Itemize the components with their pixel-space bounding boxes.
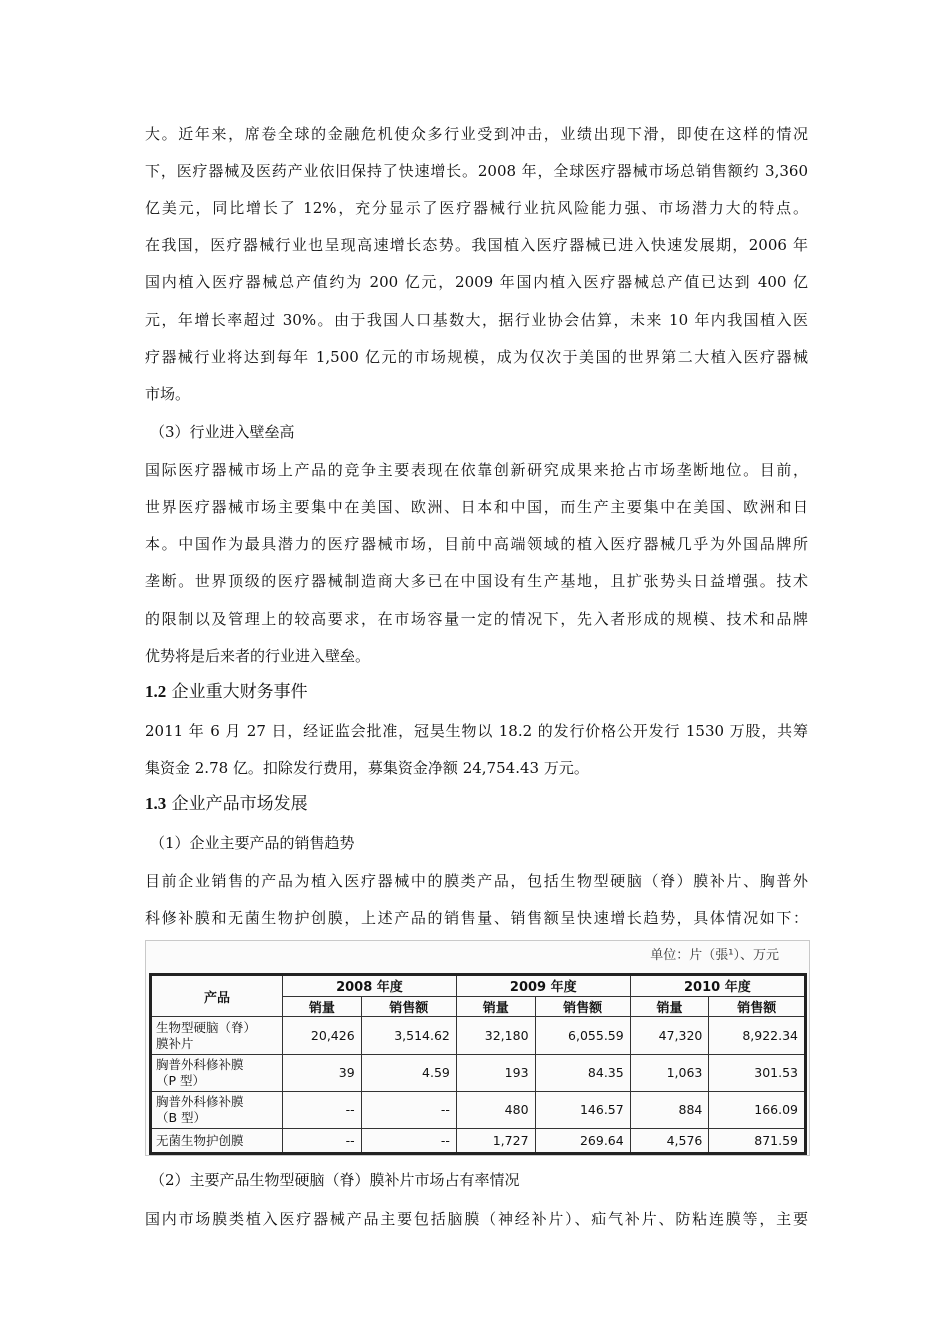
value-cell: -- <box>361 1091 456 1128</box>
table-row <box>151 1054 806 1091</box>
text-line: 的限制以及管理上的较高要求，在市场容量一定的情况下，先入者形成的规模、技术和品牌 <box>145 610 808 628</box>
value-cell: 1,727 <box>456 1129 535 1154</box>
text-line: 科修补膜和无菌生物护创膜，上述产品的销售量、销售额呈快速增长趋势，具体情况如下： <box>145 909 808 927</box>
product-name-cell: 无菌生物护创膜 <box>151 1129 283 1154</box>
value-cell: 47,320 <box>630 1017 709 1054</box>
table-row <box>151 1017 806 1054</box>
value-cell: 1,063 <box>630 1054 709 1091</box>
text-line: 目前企业销售的产品为植入医疗器械中的膜类产品，包括生物型硬脑（脊）膜补片、胸普外 <box>145 872 808 890</box>
text-line: 世界医疗器械市场主要集中在美国、欧洲、日本和中国，而生产主要集中在美国、欧洲和日 <box>145 498 808 516</box>
year-header: 2009 年度 <box>456 975 630 997</box>
year-header: 2010 年度 <box>630 975 805 997</box>
volume-header: 销量 <box>283 996 362 1017</box>
section-number: 1.2 <box>145 682 167 701</box>
value-cell: 884 <box>630 1091 709 1128</box>
text-line: 亿美元，同比增长了 12%，充分显示了医疗器械行业抗风险能力强、市场潜力大的特点。 <box>145 199 808 217</box>
section-heading-1-2 <box>145 682 308 702</box>
subheading-market-share: （2）主要产品生物型硬脑（脊）膜补片市场占有率情况 <box>150 1171 520 1189</box>
text-line: 本。中国作为最具潜力的医疗器械市场，目前中高端领域的植入医疗器械几乎为外国品牌所 <box>145 535 808 553</box>
text-line: 国际医疗器械市场上产品的竞争主要表现在依靠创新研究成果来抢占市场垄断地位。目前， <box>145 461 808 479</box>
text-line: 在我国，医疗器械行业也呈现高速增长态势。我国植入医疗器械已进入快速发展期，2006 年 <box>145 236 808 254</box>
sales-table-figure <box>145 940 810 1156</box>
table-header-row <box>151 975 806 997</box>
revenue-header: 销售额 <box>709 996 806 1017</box>
value-cell: 301.53 <box>709 1054 806 1091</box>
value-cell: -- <box>283 1129 362 1154</box>
value-cell: 3,514.62 <box>361 1017 456 1054</box>
section-title: 企业重大财务事件 <box>171 682 308 702</box>
value-cell: 84.35 <box>535 1054 630 1091</box>
value-cell: 871.59 <box>709 1129 806 1154</box>
value-cell: -- <box>283 1091 362 1128</box>
year-header: 2008 年度 <box>283 975 457 997</box>
revenue-header: 销售额 <box>361 996 456 1017</box>
value-cell: 480 <box>456 1091 535 1128</box>
text-line: 优势将是后来者的行业进入壁垒。 <box>145 647 371 665</box>
text-line: 大。近年来，席卷全球的金融危机使众多行业受到冲击，业绩出现下滑，即使在这样的情况 <box>145 125 808 143</box>
product-name-cell: 胸普外科修补膜 （P 型） <box>151 1054 283 1091</box>
table-row <box>151 1129 806 1154</box>
table-unit-label: 单位：片（張¹）、万元 <box>650 948 779 963</box>
section-number: 1.3 <box>145 794 167 813</box>
product-name-cell: 生物型硬脑（脊） 膜补片 <box>151 1017 283 1054</box>
text-line: 国内植入医疗器械总产值约为 200 亿元，2009 年国内植入医疗器械总产值已达到 400 亿 <box>145 273 808 291</box>
value-cell: 4.59 <box>361 1054 456 1091</box>
value-cell: 8,922.34 <box>709 1017 806 1054</box>
value-cell: 39 <box>283 1054 362 1091</box>
product-header: 产品 <box>151 975 283 1017</box>
text-line: 下，医疗器械及医药产业依旧保持了快速增长。2008 年，全球医疗器械市场总销售额约 3,360 <box>145 162 808 180</box>
text-line: 元，年增长率超过 30%。由于我国人口基数大，据行业协会估算，未来 10 年内我国植入医 <box>145 311 808 329</box>
text-line: 垄断。世界顶级的医疗器械制造商大多已在中国设有生产基地，且扩张势头日益增强。技术 <box>145 572 808 590</box>
value-cell: 4,576 <box>630 1129 709 1154</box>
text-line: 疗器械行业将达到每年 1,500 亿元的市场规模，成为仅次于美国的世界第二大植入医疗器械 <box>145 348 808 366</box>
revenue-header: 销售额 <box>535 996 630 1017</box>
sales-table <box>149 973 807 1155</box>
section-title: 企业产品市场发展 <box>171 794 308 814</box>
product-name-cell: 胸普外科修补膜 （B 型） <box>151 1091 283 1128</box>
value-cell: -- <box>361 1129 456 1154</box>
volume-header: 销量 <box>456 996 535 1017</box>
value-cell: 193 <box>456 1054 535 1091</box>
subheading-entry-barrier: （3）行业进入壁垒高 <box>150 423 295 441</box>
text-line: 市场。 <box>145 385 191 403</box>
table-row <box>151 1091 806 1128</box>
value-cell: 6,055.59 <box>535 1017 630 1054</box>
subheading-sales-trend: （1）企业主要产品的销售趋势 <box>150 834 355 852</box>
value-cell: 166.09 <box>709 1091 806 1128</box>
value-cell: 32,180 <box>456 1017 535 1054</box>
section-heading-1-3 <box>145 794 308 814</box>
value-cell: 146.57 <box>535 1091 630 1128</box>
text-line: 国内市场膜类植入医疗器械产品主要包括脑膜（神经补片）、疝气补片、防粘连膜等，主要 <box>145 1210 808 1228</box>
value-cell: 269.64 <box>535 1129 630 1154</box>
value-cell: 20,426 <box>283 1017 362 1054</box>
text-line: 集资金 2.78 亿。扣除发行费用，募集资金净额 24,754.43 万元。 <box>145 759 589 777</box>
text-line: 2011 年 6 月 27 日，经证监会批准，冠昊生物以 18.2 的发行价格公开发行 1530 万股，共筹 <box>145 722 808 740</box>
volume-header: 销量 <box>630 996 709 1017</box>
